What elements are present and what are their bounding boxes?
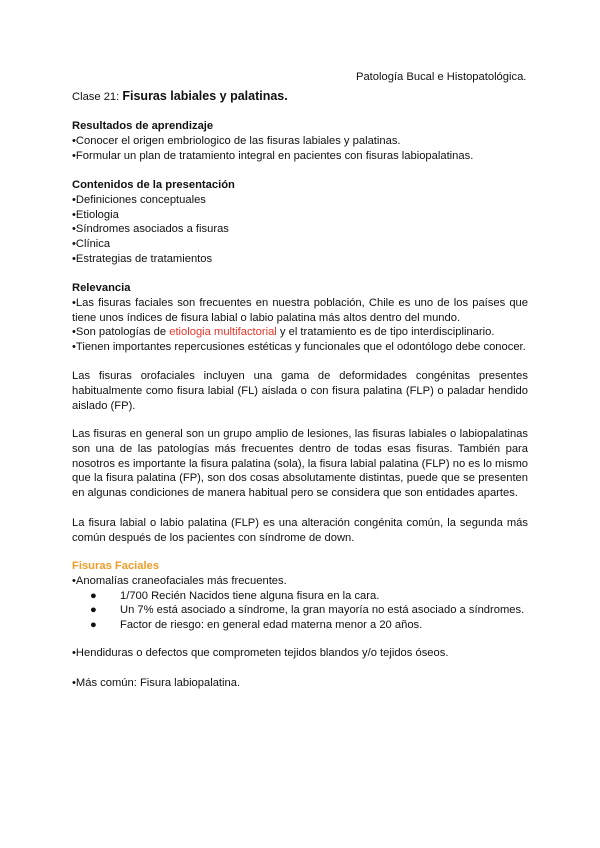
relevance-point-2-pre: •Son patologías de — [72, 326, 170, 339]
course-header: Patología Bucal e Histopatológica. — [356, 71, 527, 83]
facial-bullet-text: Un 7% está asociado a síndrome, la gran mayoría no está asociado a síndromes. — [120, 604, 525, 617]
contents-heading: Contenidos de la presentación — [72, 179, 235, 191]
facial-section — [72, 559, 528, 633]
class-title-prefix: Clase 21: — [72, 91, 123, 103]
bullet-dot-icon: ● — [90, 589, 97, 602]
relevance-point-1: •Las fisuras faciales son frecuentes en nuestra población, Chile es uno de los países que tiene unos índices de fisura labial o labio palatina más altos dentro del mundo. — [72, 296, 528, 324]
general-paragraph: Las fisuras en general son un grupo amplio de lesiones, las fisuras labiales o labiopalatinas son una de las patologías más frecuentes dentro de todas esas fisuras. También para nosotros es importante la fisura palatina (sola), la fisura labial palatina (FLP) no es lo mismo que la fisura palatina (FP), son dos cosas absolutamente distintas, puede que se presenten en algunas condiciones de manera habitual pero se considera que son entidades apartes. — [72, 428, 528, 500]
facial-bullet-text: 1/700 Recién Nacidos tiene alguna fisura en la cara. — [120, 589, 380, 602]
outcomes-section — [72, 119, 528, 163]
class-title-topic: Fisuras labiales y palatinas. — [122, 89, 288, 103]
outcomes-heading: Resultados de aprendizaje — [72, 120, 214, 132]
contents-item-5: •Estrategias de tratamientos — [72, 252, 213, 265]
contents-item-3: •Síndromes asociados a fisuras — [72, 223, 229, 236]
orofacial-paragraph: Las fisuras orofaciales incluyen una gama de deformidades congénitas presentes habitualmente como fisura labial (FL) aislada o con fisura palatina (FLP) o paladar hendido aislado (FP). — [72, 370, 528, 412]
outcome-item-2: •Formular un plan de tratamiento integral en pacientes con fisuras labiopalatinas. — [72, 149, 474, 162]
contents-section — [72, 178, 528, 267]
most-common-point: •Más común: Fisura labiopalatina. — [72, 677, 241, 689]
relevance-section — [72, 281, 528, 355]
facial-bullet-list — [72, 589, 528, 633]
contents-item-1: •Definiciones conceptuales — [72, 193, 206, 206]
contents-item-2: •Etiologia — [72, 208, 119, 221]
relevance-point-2 — [72, 325, 528, 340]
facial-bullet-1 — [72, 589, 528, 604]
outcome-item-1: •Conocer el origen embriologico de las fisuras labiales y palatinas. — [72, 134, 401, 147]
hendiduras-point: •Hendiduras o defectos que comprometen tejidos blandos y/o tejidos óseos. — [72, 647, 449, 659]
relevance-heading: Relevancia — [72, 282, 131, 294]
facial-bullet-2 — [72, 603, 528, 618]
class-title — [72, 89, 288, 103]
relevance-point-2-post: y el tratamiento es de tipo interdisciplinario. — [276, 326, 495, 339]
facial-heading: Fisuras Faciales — [72, 560, 160, 572]
facial-intro: •Anomalías craneofaciales más frecuentes. — [72, 574, 287, 587]
bullet-dot-icon: ● — [90, 604, 97, 617]
bullet-dot-icon: ● — [90, 619, 97, 632]
facial-bullet-3 — [72, 618, 528, 633]
congenital-paragraph: La fisura labial o labio palatina (FLP) es una alteración congénita común, la segunda más común después de los pacientes con síndrome de down. — [72, 517, 528, 544]
facial-bullet-text: Factor de riesgo: en general edad materna menor a 20 años. — [120, 619, 423, 632]
etiology-highlight: etiologia multifactorial — [169, 326, 277, 339]
contents-item-4: •Clínica — [72, 238, 111, 251]
relevance-point-3: •Tienen importantes repercusiones estéticas y funcionales que el odontólogo debe conocer. — [72, 341, 526, 354]
